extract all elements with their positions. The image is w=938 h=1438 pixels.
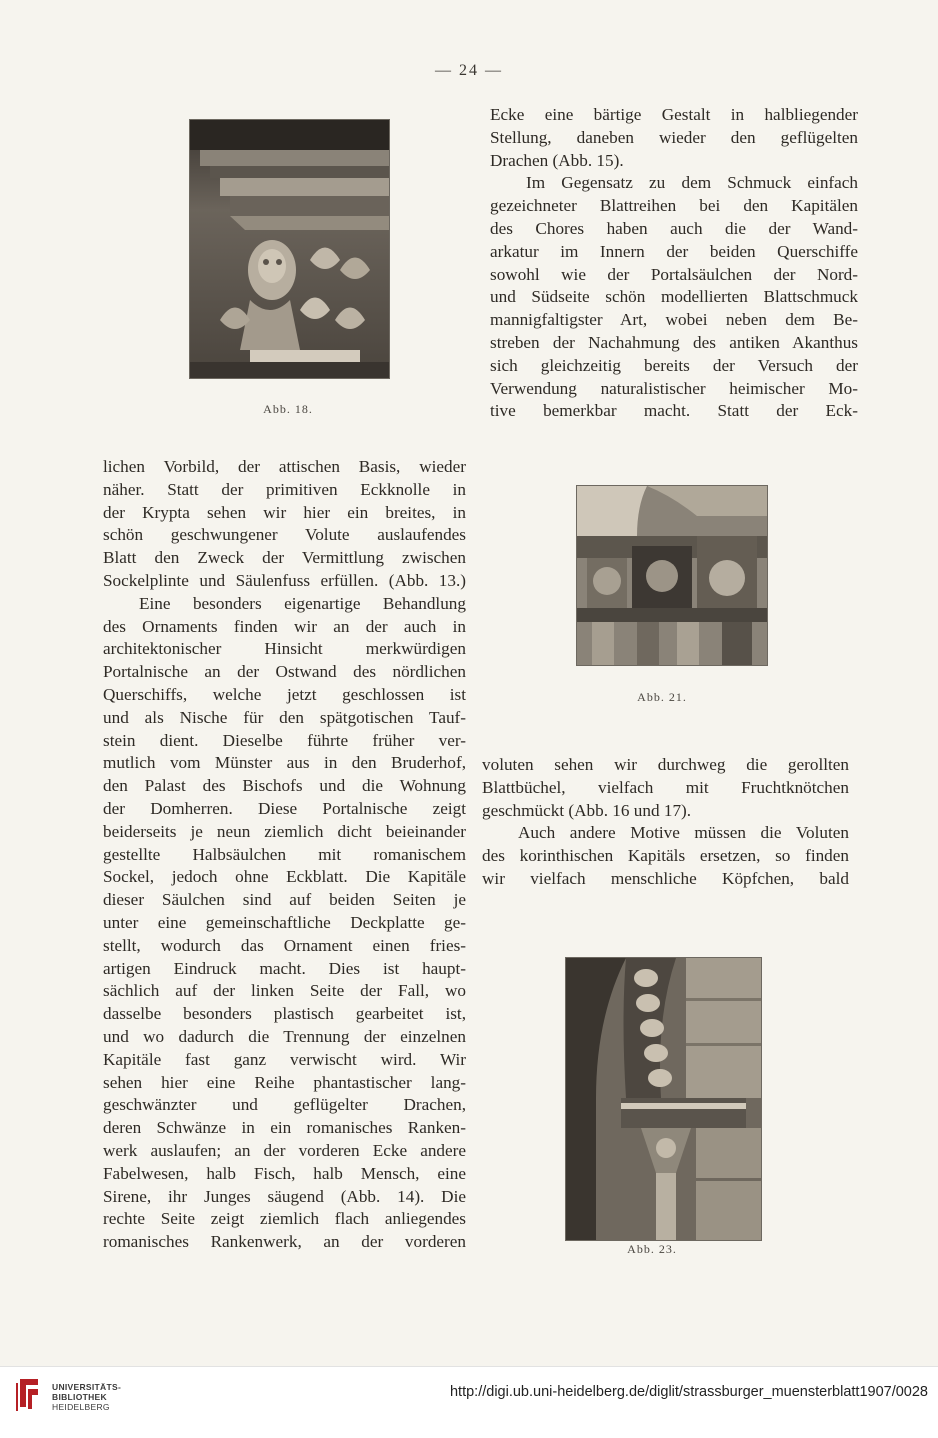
text-line: deren Schwänze in ein romanisches Ranken- [103,1118,466,1138]
source-url-link[interactable]: http://digi.ub.uni-heidelberg.de/diglit/strassburger_muensterblatt1907/0028 [449,1384,928,1400]
text-line: wir vielfach menschliche Köpfchen, bald [482,868,849,888]
text-line: geschmückt (Abb. 16 und 17). [482,800,692,820]
text-line: des Chores haben auch die der Wand- [490,218,858,238]
text-line: des korinthischen Kapitäls ersetzen, so finden [482,846,849,866]
text-line: sich gleichzeitig bereits der Versuch der [490,355,858,375]
text-line: des Ornaments finden wir an der auch in [103,616,466,636]
text-line: dasselbe besonders plastisch gearbeitet ist, [103,1004,466,1024]
text-line: rechte Seite zeigt ziemlich flach anliegendes [103,1209,466,1229]
text-line: Stellung, daneben wieder den geflügelten [490,127,858,147]
capitals-row-photo-icon [577,486,767,665]
text-line: romanisches Rankenwerk, an der vorderen [103,1232,466,1252]
text-line: Ecke eine bärtige Gestalt in halbliegender [490,105,858,124]
text-line: geschwänzter und geflügelter Drachen, [103,1095,466,1115]
text-line: streben der Nachahmung des antiken Akanthus [490,332,858,352]
text-line: sächlich auf der linken Seite der Fall, wo [103,981,466,1001]
text-line: Sockel, jedoch ohne Eckblatt. Die Kapitäle [103,867,466,887]
text-line: tive bemerkbar macht. Statt der Eck- [490,401,858,421]
text-line: sowohl wie der Portalsäulchen der Nord- [490,264,858,284]
capital-with-head-photo-icon [190,120,389,378]
library-footer [0,1366,938,1438]
text-line: mannigfaltigster Art, wobei neben dem Be- [490,310,858,330]
text-line: und wo dadurch die Trennung der einzelnen [103,1026,466,1046]
text-line: den Palast des Bischofs und die Wohnung [103,776,466,796]
text-line: Im Gegensatz zu dem Schmuck einfach [526,173,858,193]
figure-18-image [189,119,390,379]
text-line: Querschiffs, welche jetzt geschlossen ist [103,684,466,704]
text-line: sehen hier eine Reihe phantastischer lang- [103,1072,466,1092]
text-line: arkatur im Innern der beiden Querschiffe [490,241,858,261]
figure-23-image [565,957,762,1241]
text-line: architektonischer Hinsicht merkwürdigen [103,639,466,659]
text-line: Auch andere Motive müssen die Voluten [518,823,849,843]
library-name-line: BIBLIOTHEK [52,1392,107,1402]
text-line: und Südseite schön modellierten Blattschmuck [490,287,858,307]
library-name-line: UNIVERSITÄTS- [52,1382,122,1392]
figure-23-caption: Abb. 23. [627,1242,677,1256]
library-logo-icon [14,1377,44,1411]
text-line: unter eine gemeinschaftliche Deckplatte ge- [103,912,466,932]
text-line: Portalnische an der Ostwand des nördlichen [103,662,466,682]
text-line: Eine besonders eigenartige Behandlung [139,593,466,613]
text-line: beiderseits je neun ziemlich dicht beieinander [103,821,466,841]
text-line: Verwendung naturalistischer heimischer Mo- [490,378,858,398]
text-line: der Krypta sehen wir hier ein breites, in [103,502,466,522]
portal-niche-photo-icon [566,958,761,1240]
page-number: — 24 — [435,62,503,79]
text-line: Blatt den Zweck der Vermittlung zwischen [103,548,466,568]
right-column-top [490,104,858,423]
text-line: näher. Statt der primitiven Eckknolle in [103,479,466,499]
figure-21-caption: Abb. 21. [637,690,687,704]
text-line: lichen Vorbild, der attischen Basis, wieder [103,457,466,476]
text-line: Fabelwesen, halb Fisch, halb Mensch, eine [103,1163,466,1183]
text-line: mutlich vom Münster aus in den Bruderhof, [103,753,466,773]
library-name-line: HEIDELBERG [52,1402,110,1412]
text-line: werk auslaufen; an der vorderen Ecke andere [103,1140,466,1160]
text-line: artigen Eindruck macht. Dies ist haupt- [103,958,466,978]
text-line: Sirene, ihr Junges säugend (Abb. 14). Die [103,1186,466,1206]
text-line: dieser Säulchen sind auf beiden Seiten je [103,890,466,910]
text-line: gestellte Halbsäulchen mit romanischem [103,844,466,864]
text-line: schön geschwungener Volute auslaufendes [103,525,466,545]
figure-21-image [576,485,768,666]
text-line: gezeichneter Blattreihen bei den Kapitälen [490,196,858,216]
text-line: Drachen (Abb. 15). [490,150,624,170]
text-line: stein dient. Dieselbe führte früher ver- [103,730,466,750]
text-line: der Domherren. Diese Portalnische zeigt [103,798,466,818]
right-column-middle [482,754,849,891]
figure-18-caption: Abb. 18. [263,402,313,416]
text-line: und als Nische für den spätgotischen Tauf- [103,707,466,727]
text-line: voluten sehen wir durchweg die gerollten [482,755,849,774]
text-line: Sockelplinte und Säulenfuss erfüllen. (Abb. 13.) [103,570,466,590]
text-line: Kapitäle fast ganz verwischt wird. Wir [103,1049,466,1069]
text-line: stellt, wodurch das Ornament einen fries- [103,935,466,955]
text-line: Blattbüchel, vielfach mit Fruchtknötchen [482,777,849,797]
left-column [103,456,466,1254]
library-name [52,1382,121,1412]
